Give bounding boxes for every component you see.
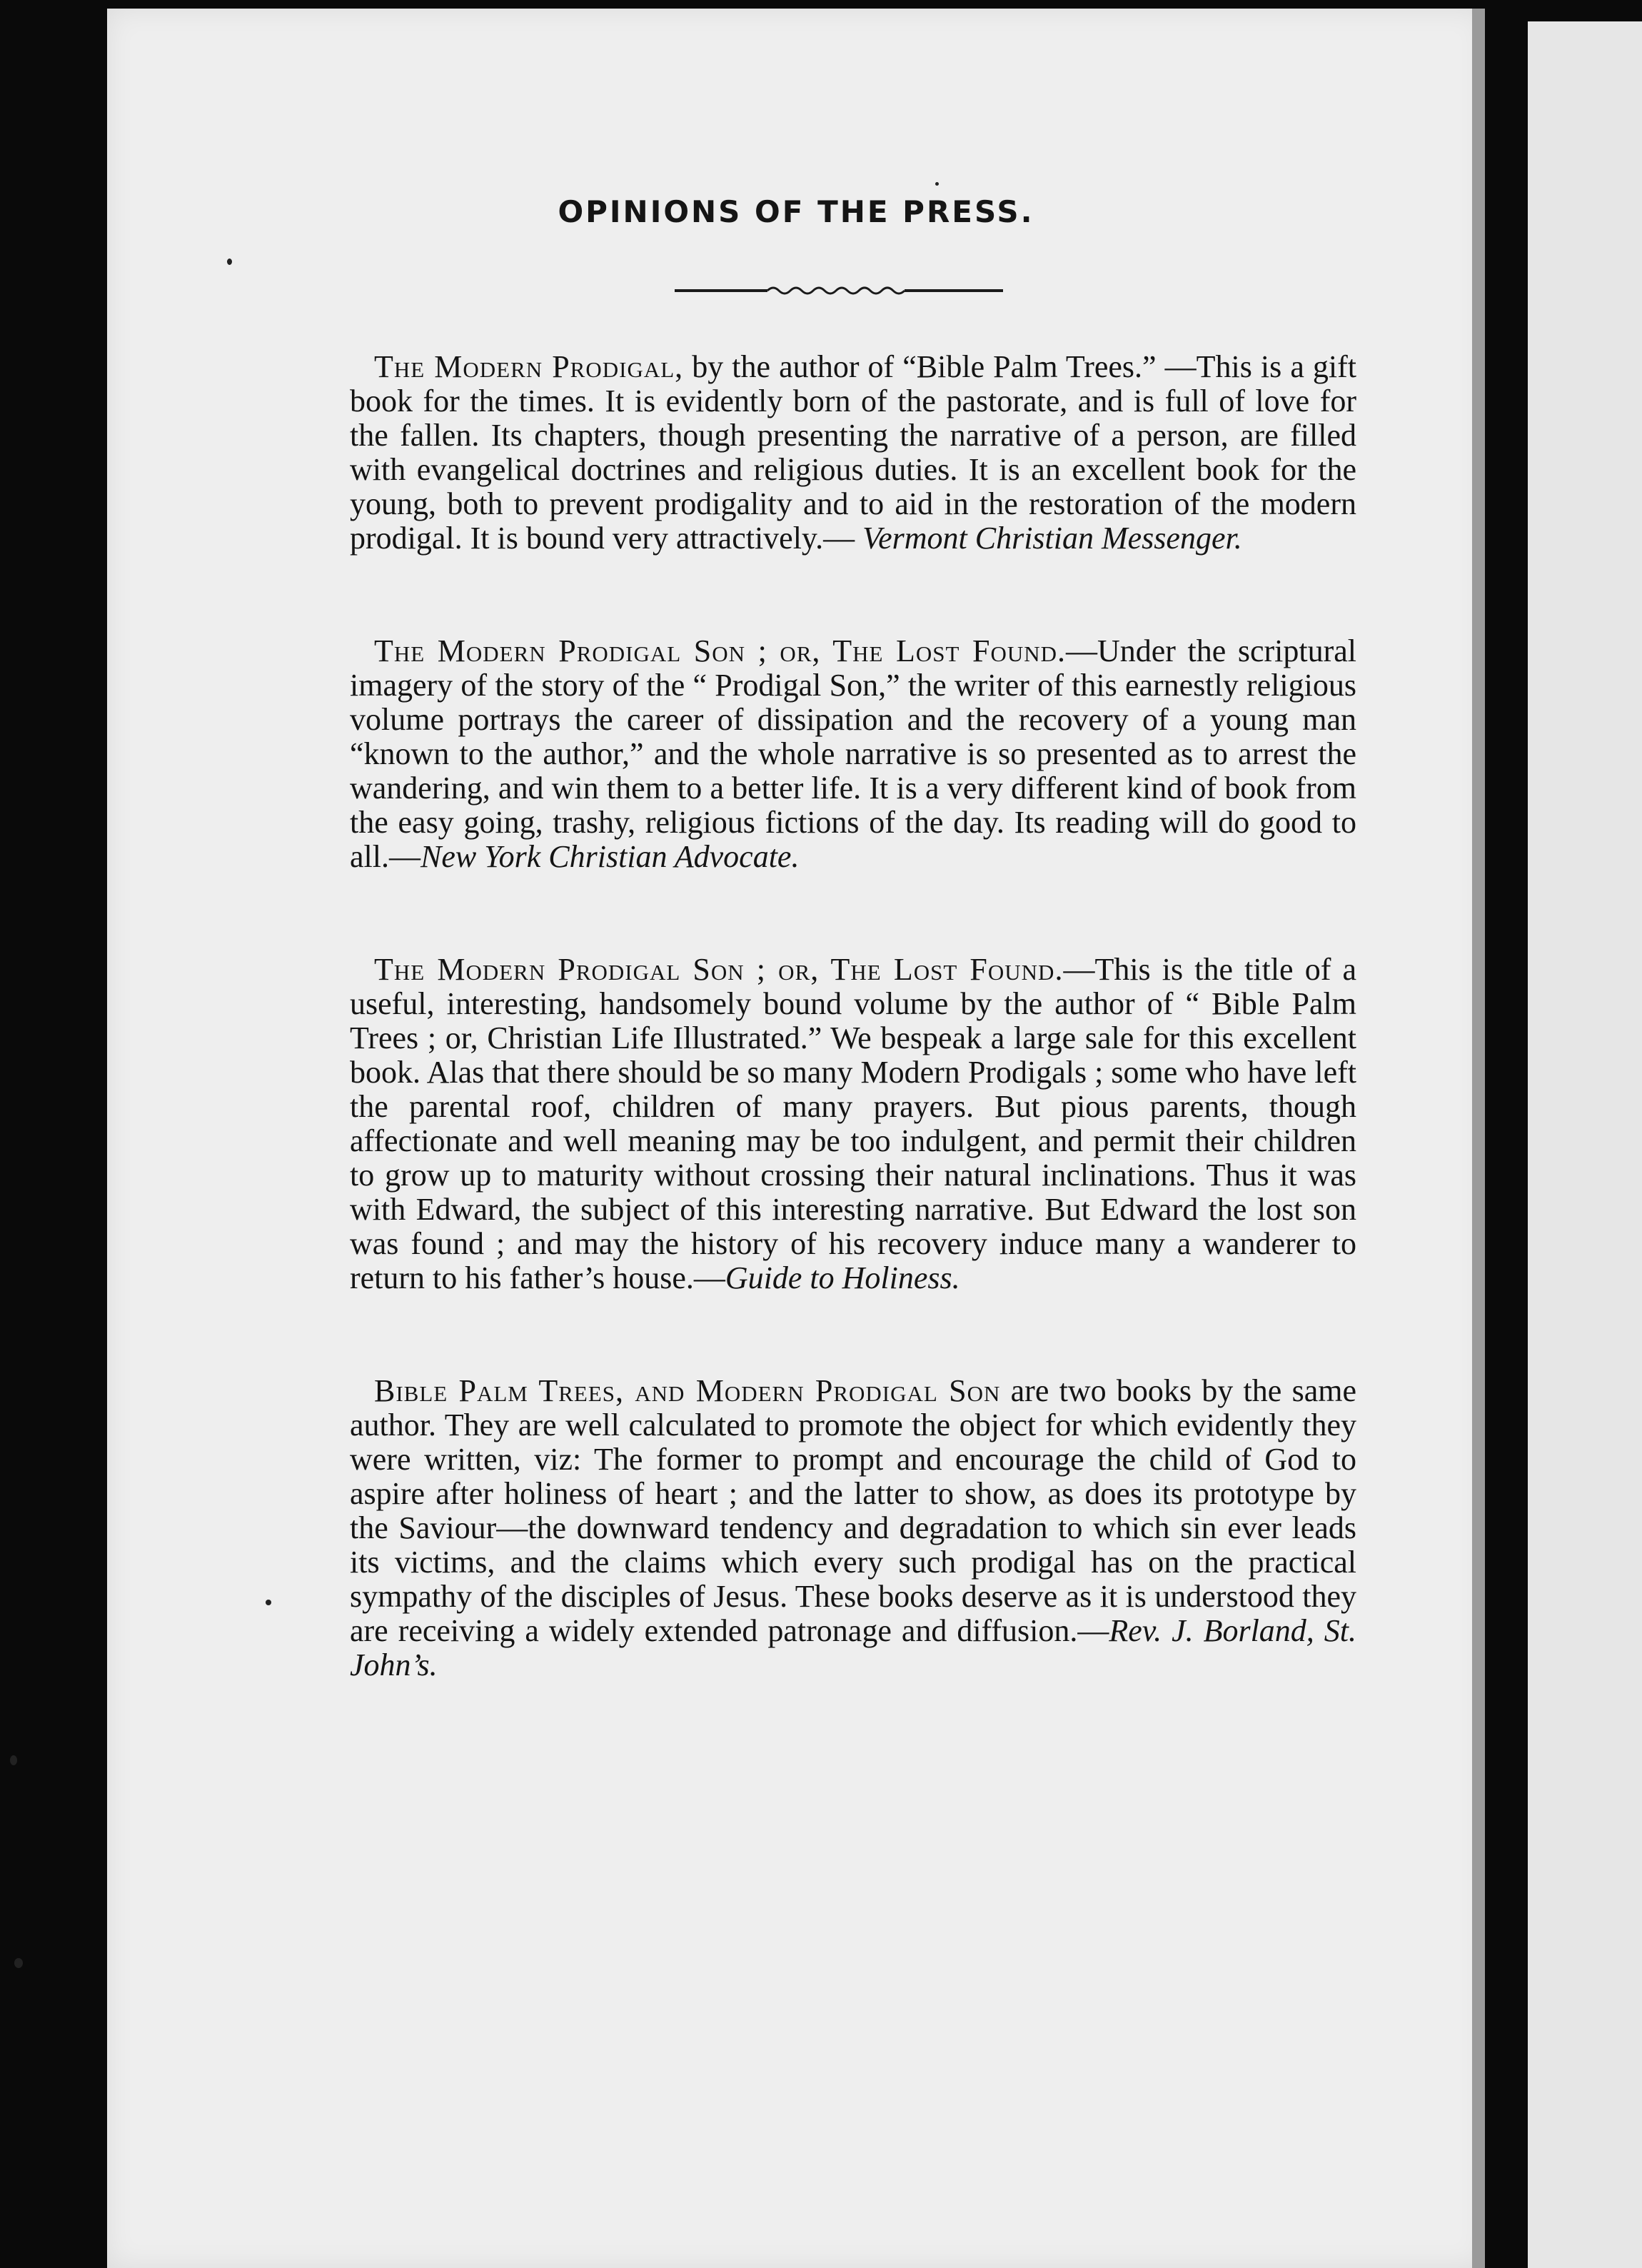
page-gutter-shadow [1472,9,1485,2268]
press-opinions [350,350,1356,1761]
review-title: The Modern Prodigal Son ; or, The Lost Found. [374,952,1064,987]
print-speck [10,1755,17,1765]
review-title: The Modern Prodigal, [374,349,684,384]
review-vermont-christian-messenger [350,350,1356,556]
review-guide-to-holiness [350,953,1356,1295]
review-source: Rev. J. Borland, St. John’s. [350,1613,1356,1682]
ornamental-rule [675,281,1003,299]
review-body: —This is the title of a useful, interesting, handsomely bound volume by the author of “ Bible Palm Trees ; or, Christian Life Illustrated.” We bespeak a large sale for this excellent book. Alas that there should be so many Modern Prodigals ; some who have left the parental roof, children of many prayers. But pious parents, though affectionate and well meaning may be too indulgent, and permit their children to grow up to maturity without crossing their natural inclinations. Thus it was with Edward, the subject of this interesting narrative. But Edward the lost son was found ; and may the history of his recovery induce many a wanderer to return to his father’s house.— [350,952,1357,1295]
review-body: by the author of “Bible Palm Trees.” —This is a gift book for the times. It is evidently born of the pastorate, and is full of love for the fallen. Its chapters, though presenting the narrative of a person, are filled with evangelical doctrines and religious duties. It is an excellent book for the young, both to prevent prodigality and to aid in the restoration of the modern prodigal. It is bound very attractively.— [350,349,1356,556]
review-source: Guide to Holiness. [725,1260,960,1295]
review-source: New York Christian Advocate. [420,839,800,874]
print-speck [14,1958,23,1968]
print-speck [266,1600,271,1605]
page-heading: OPINIONS OF THE PRESS. [558,194,1034,229]
review-title: The Modern Prodigal Son ; or, The Lost Found. [374,633,1066,668]
print-speck [227,259,232,265]
review-title: Bible Palm Trees, and Modern Prodigal Son [374,1373,1001,1408]
review-source: Vermont Christian Messenger. [862,521,1242,556]
review-new-york-christian-advocate [350,634,1356,874]
review-body: —Under the scriptural imagery of the story of the “ Prodigal Son,” the writer of this earnestly religious volume portrays the career of dissipation and the recovery of a young man “known to the author,” and the whole narrative is so presented as to arrest the wandering, and win them to a better life. It is a very different kind of book from the easy going, trashy, religious fictions of the day. Its reading will do good to all.— [350,633,1357,874]
print-speck [935,182,939,186]
review-body: are two books by the same author. They are well calculated to promote the object for which evidently they were written, viz: The former to prompt and encourage the child of God to aspire after holiness of heart ; and the latter to show, as does its prototype by the Saviour—the downward tendency and degradation to which sin ever leads its victims, and the claims which every such prodigal has on the practical sympathy of the disciples of Jesus. These books deserve as it is understood they are receiving a widely extended patronage and diffusion.— [350,1373,1356,1648]
review-rev-j-borland [350,1374,1356,1682]
next-page-edge [1528,21,1642,2268]
